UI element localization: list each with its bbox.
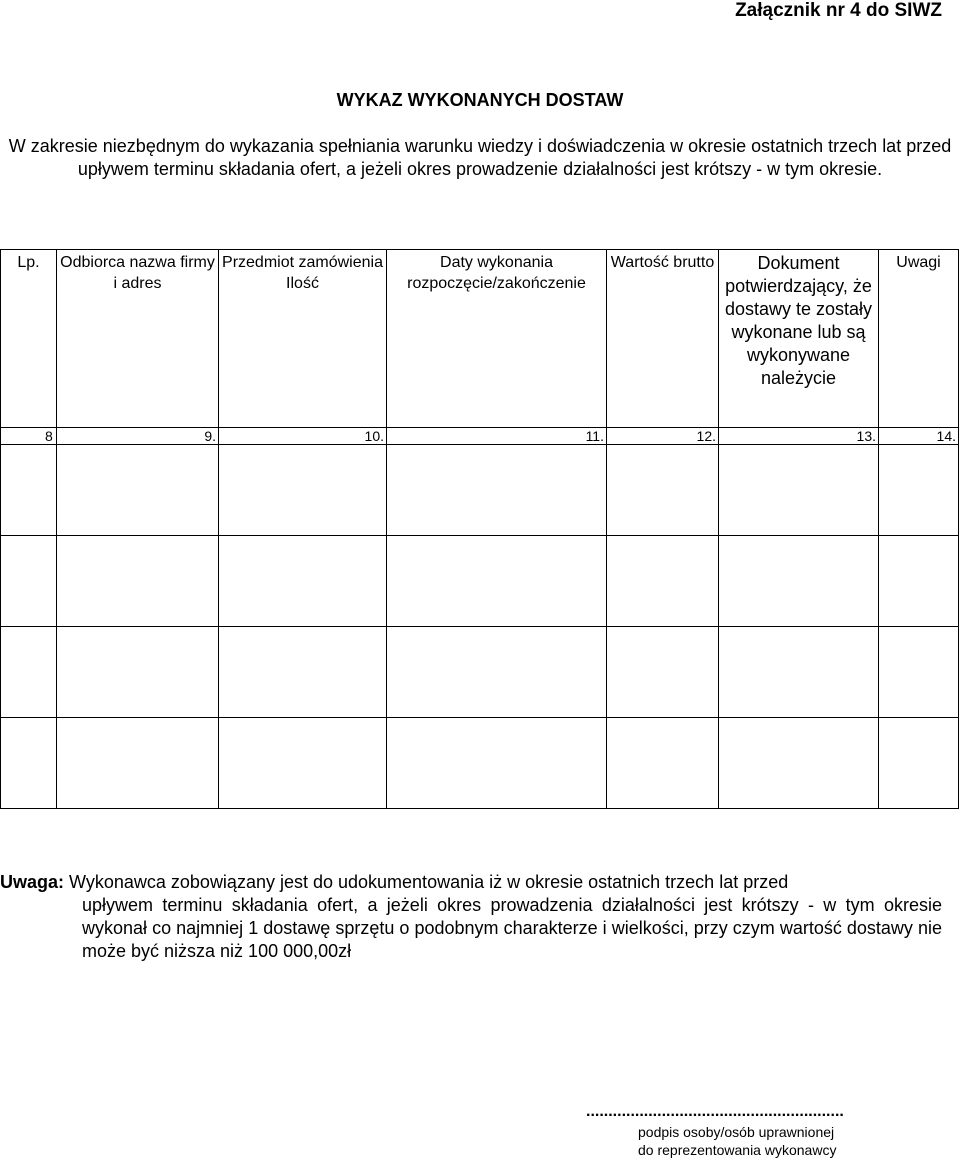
table-cell[interactable] — [719, 445, 879, 536]
signature-caption-line2: do reprezentowania wykonawcy — [638, 1142, 837, 1158]
col-header-subject: Przedmiot zamówienia Ilość — [219, 250, 387, 428]
table-cell[interactable] — [387, 627, 607, 718]
col-header-document: Dokument potwierdzający, że dostawy te zostały wykonane lub są wykonywane należycie — [719, 250, 879, 428]
table-cell[interactable] — [879, 536, 959, 627]
table-cell[interactable] — [1, 718, 57, 809]
table-cell[interactable] — [219, 627, 387, 718]
table-cell[interactable] — [57, 445, 219, 536]
col-header-value: Wartość brutto — [607, 250, 719, 428]
table-cell[interactable] — [1, 445, 57, 536]
table-cell[interactable] — [219, 718, 387, 809]
col-number: 8 — [1, 428, 57, 445]
col-number: 12. — [607, 428, 719, 445]
col-number: 10. — [219, 428, 387, 445]
document-title: WYKAZ WYKONANYCH DOSTAW — [336, 90, 624, 110]
table-row — [1, 627, 959, 718]
table-cell[interactable] — [57, 718, 219, 809]
table-cell[interactable] — [219, 445, 387, 536]
deliveries-table — [0, 249, 959, 809]
table-cell[interactable] — [607, 627, 719, 718]
note-paragraph — [0, 871, 942, 963]
table-row — [1, 536, 959, 627]
col-number: 13. — [719, 428, 879, 445]
table-cell[interactable] — [719, 536, 879, 627]
col-number: 14. — [879, 428, 959, 445]
table-cell[interactable] — [57, 536, 219, 627]
signature-dots: .......................................................... — [586, 1103, 844, 1120]
col-number: 9. — [57, 428, 219, 445]
table-cell[interactable] — [607, 445, 719, 536]
table-header-row — [1, 250, 959, 428]
note-text-rest: upływem terminu składania ofert, a jeżeli okres prowadzenia działalności jest krótszy - w tym okresie wykonał co najmniej 1 dostawę sprzętu o podobnym charakterze i wielkości, przy czym wartość dostawy nie może być niższa niż 100 000,00zł — [82, 895, 942, 961]
table-cell[interactable] — [879, 718, 959, 809]
table-cell[interactable] — [607, 536, 719, 627]
col-header-recipient: Odbiorca nazwa firmy i adres — [57, 250, 219, 428]
table-cell[interactable] — [57, 627, 219, 718]
table-cell[interactable] — [387, 445, 607, 536]
table-cell[interactable] — [719, 627, 879, 718]
table-cell[interactable] — [607, 718, 719, 809]
signature-caption-line1: podpis osoby/osób uprawnionej — [638, 1124, 835, 1140]
table-row — [1, 445, 959, 536]
column-numbers-row — [1, 428, 959, 445]
table-cell[interactable] — [879, 445, 959, 536]
note-label: Uwaga: — [0, 872, 65, 892]
col-number: 11. — [387, 428, 607, 445]
table-cell[interactable] — [1, 536, 57, 627]
intro-paragraph: W zakresie niezbędnym do wykazania spełniania warunku wiedzy i doświadczenia w okresie ostatnich trzech lat przed upływem terminu składania ofert, a jeżeli okres prowadzenie działalności jest krótszy - w tym okresie. — [8, 136, 952, 179]
col-header-remarks: Uwagi — [879, 250, 959, 428]
note-text-first: Wykonawca zobowiązany jest do udokumentowania iż w okresie ostatnich trzech lat przed — [69, 872, 789, 892]
col-header-dates: Daty wykonania rozpoczęcie/zakończenie — [387, 250, 607, 428]
table-cell[interactable] — [1, 627, 57, 718]
table-cell[interactable] — [219, 536, 387, 627]
table-cell[interactable] — [387, 718, 607, 809]
col-header-lp: Lp. — [1, 250, 57, 428]
annex-label: Załącznik nr 4 do SIWZ — [735, 0, 942, 21]
table-row — [1, 718, 959, 809]
table-cell[interactable] — [387, 536, 607, 627]
table-cell[interactable] — [879, 627, 959, 718]
table-cell[interactable] — [719, 718, 879, 809]
